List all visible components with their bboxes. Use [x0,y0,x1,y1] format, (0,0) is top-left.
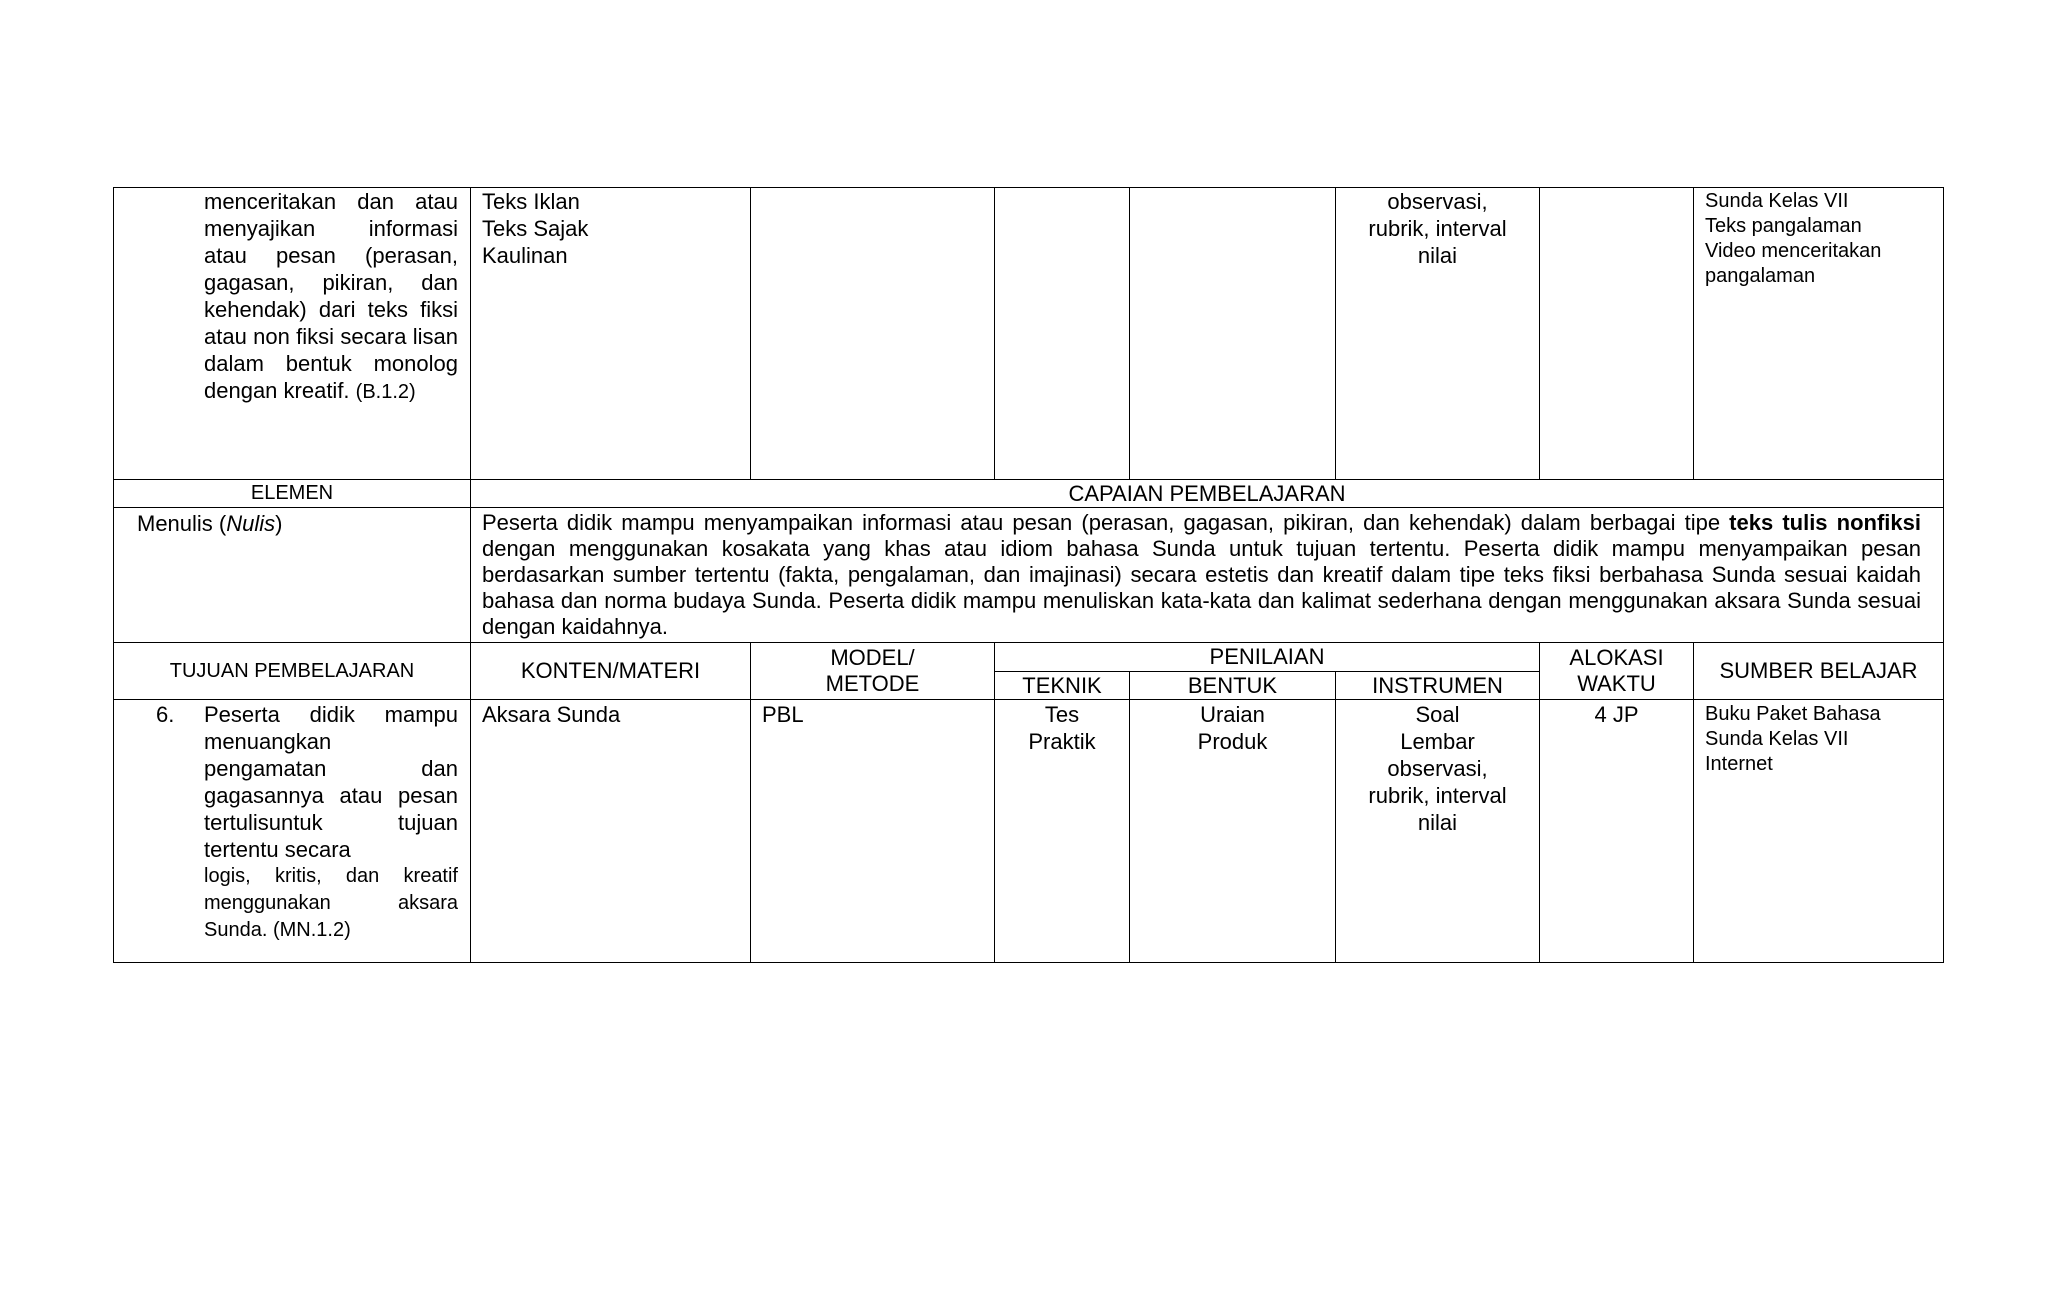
element-name: Menulis (Nulis) [114,508,471,643]
instrument-line: nilai [1417,243,1458,268]
header-instrumen: INSTRUMEN [1336,672,1540,700]
source-line: Sunda Kelas VII [1705,190,1849,212]
learning-plan-table [113,187,1944,963]
objective-cell [114,188,471,480]
header-konten: KONTEN/MATERI [471,643,751,700]
source-line: Internet [1705,753,1773,775]
alokasi-cell: 4 JP [1540,700,1694,963]
source-line: pangalaman [1705,265,1816,287]
capaian-header: CAPAIAN PEMBELAJARAN [471,480,1944,508]
objective-text: 6. Peserta didik mampu menuangkan pengamatan dan gagasannya atau pesan tertulisuntuk tujuan tertentu secara [156,702,458,862]
instrument-line: rubrik, interval [1368,216,1507,241]
source-line: Buku Paket Bahasa [1705,703,1881,725]
source-line: Sunda Kelas VII [1705,728,1849,750]
header-teknik: TEKNIK [995,672,1130,700]
objective-number: 6. [156,702,175,727]
objective-cell [114,700,471,963]
instrument-line: nilai [1417,810,1458,835]
instrument-line: Lembar [1400,729,1475,754]
content-cell: Aksara Sunda [471,700,751,963]
teknik-cell [995,700,1130,963]
header-alokasi: ALOKASI WAKTU [1540,643,1694,700]
header-tujuan: TUJUAN PEMBELAJARAN [114,643,471,700]
sources-cell [1694,700,1944,963]
element-row [114,508,1944,643]
source-line: Teks pangalaman [1705,215,1862,237]
alokasi-cell [1540,188,1694,480]
content-item: Kaulinan [482,243,568,268]
bentuk-line: Uraian [1200,702,1265,727]
header-model: MODEL/ METODE [751,643,995,700]
sources-cell [1694,188,1944,480]
model-cell: PBL [751,700,995,963]
objective-text-small: logis, kritis, dan kreatif menggunakan aksara Sunda. (MN.1.2) [204,865,458,941]
content-item: Teks Sajak [482,216,589,241]
source-line: Video menceritakan [1705,240,1882,262]
element-header-row [114,480,1944,508]
teknik-line: Praktik [1028,729,1096,754]
header-bentuk: BENTUK [1130,672,1336,700]
header-sumber: SUMBER BELAJAR [1694,643,1944,700]
bentuk-cell [1130,188,1336,480]
instrument-line: observasi, [1387,189,1488,214]
instrument-cell [1336,188,1540,480]
instrument-line: rubrik, interval [1368,783,1507,808]
bentuk-cell [1130,700,1336,963]
content-cell [471,188,751,480]
objective-text: menceritakan dan atau menyajikan informasi atau pesan (perasan, gagasan, pikiran, dan kehendak) dari teks fiksi atau non fiksi secara lisan dalam bentuk monolog dengan kreatif. (B.1.2) [204,189,458,403]
instrument-line: Soal [1415,702,1460,727]
model-cell [751,188,995,480]
element-header: ELEMEN [114,480,471,508]
teknik-line: Tes [1044,702,1080,727]
instrument-cell [1336,700,1540,963]
content-item: Teks Iklan [482,189,580,214]
teknik-cell [995,188,1130,480]
column-header-row [114,643,1944,672]
header-penilaian: PENILAIAN [995,643,1540,672]
table-row [114,188,1944,480]
instrument-line: observasi, [1387,756,1488,781]
bentuk-line: Produk [1197,729,1268,754]
capaian-text: Peserta didik mampu menyampaikan informasi atau pesan (perasan, gagasan, pikiran, dan kehendak) dalam berbagai tipe teks tulis nonfiksi dengan menggunakan kosakata yang khas atau idiom bahasa Sunda untuk tujuan tertentu. Peserta didik mampu menyampaikan pesan berdasarkan sumber tertentu (fakta, pengalaman, dan imajinasi) secara estetis dan kreatif dalam tipe teks fiksi berbahasa Sunda sesuai kaidah bahasa dan norma budaya Sunda. Peserta didik mampu menuliskan kata-kata dan kalimat sederhana dengan menggunakan aksara Sunda sesuai dengan kaidahnya. [471,508,1944,643]
table-row [114,700,1944,963]
